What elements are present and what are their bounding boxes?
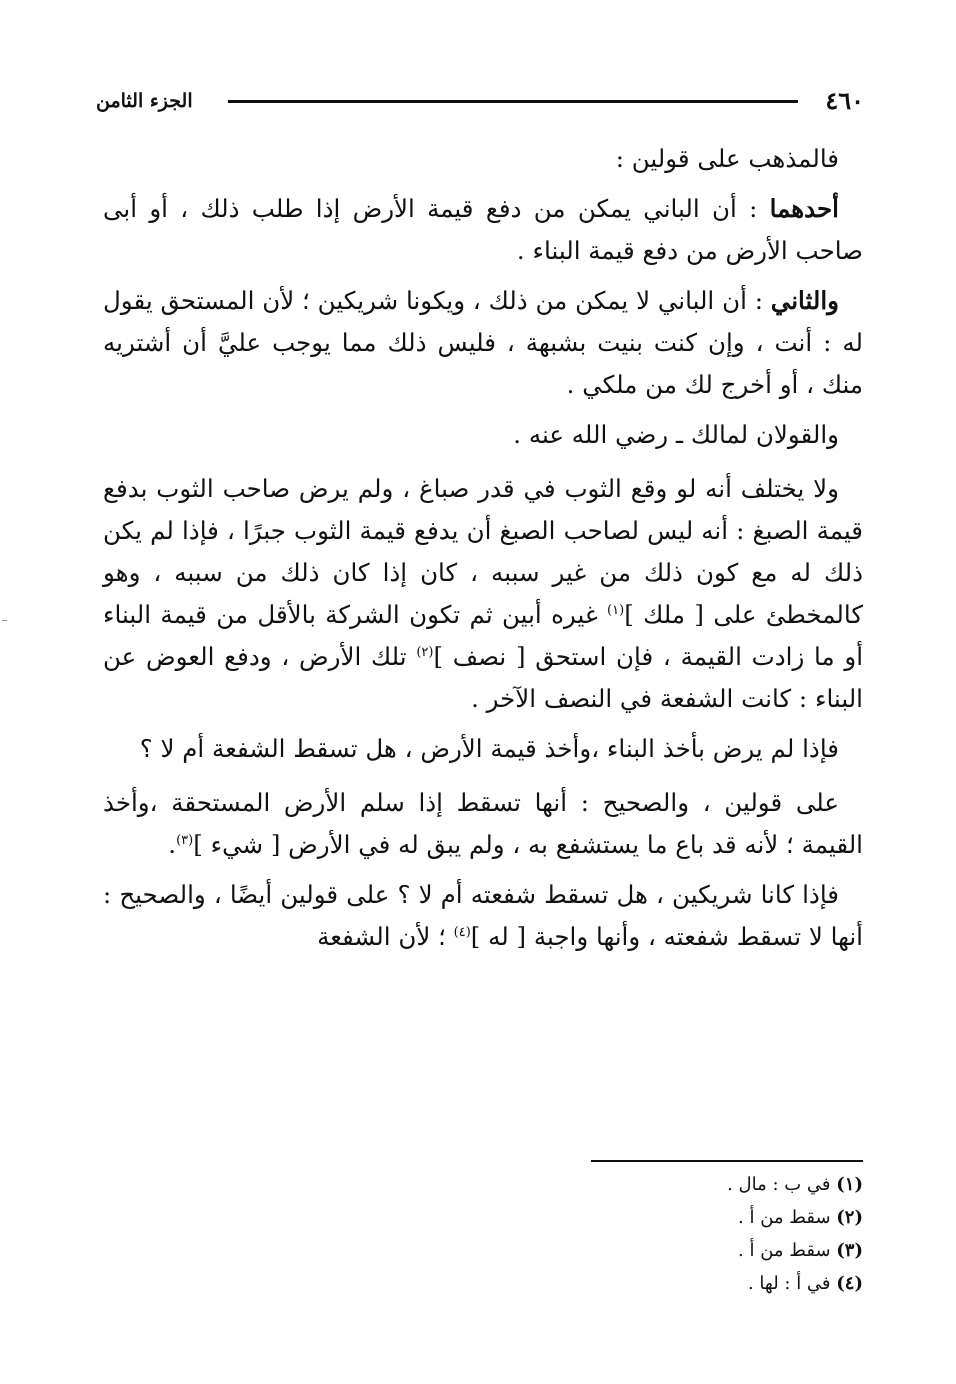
header-rule <box>228 100 798 103</box>
footnote-ref[interactable]: (١) <box>607 602 625 618</box>
paragraph <box>103 874 863 958</box>
paragraph-text: على قولين ، والصحيح : أنها تسقط إذا سلم الأرض المستحقة ،وأخذ القيمة ؛ لأنه قد باع ما يستشفع به ، ولم يبق له في الأرض [ شيء ] <box>103 788 863 859</box>
paragraph-text: غيره أبين ثم تكون الشركة بالأقل من قيمة البناء أو ما زادت القيمة ، فإن استحق [ نصف ] <box>103 600 864 671</box>
footnote <box>363 1168 863 1201</box>
footnote-number: (٤) <box>836 1273 863 1294</box>
page-number: ٤٦٠ <box>825 86 864 115</box>
footnote-text: في ب : مال . <box>727 1174 837 1195</box>
paragraph-lead-word: أحدهما <box>769 194 839 223</box>
paragraph-text: ولا يختلف أنه لو وقع الثوب في قدر صباغ ، ولم يرض صاحب الثوب بدفع قيمة الصبغ : أنه ليس لصاحب الصبغ أن يدفع قيمة الثوب جبرًا ، فإذا لم يكن ذلك له مع كون ذلك من غير سببه ، كان إذا كان ذلك من سببه ، وهو كالمخطئ على [ ملك ] <box>103 474 863 629</box>
running-title: الجزء الثامن <box>96 90 193 112</box>
footnote-ref[interactable]: (٢) <box>416 644 434 660</box>
paragraph-lead-word: والثاني <box>770 286 839 315</box>
main-text <box>103 138 863 966</box>
footnotes <box>363 1168 863 1300</box>
paragraph <box>103 782 863 866</box>
paragraph-text: والقولان لمالك ـ رضي الله عنه . <box>513 420 839 449</box>
paragraph-text: فإذا كانا شريكين ، هل تسقط شفعته أم لا ؟ على قولين أيضًا ، والصحيح : أنها لا تسقط شفعته ، وأنها واجبة [ له ] <box>103 880 863 951</box>
paragraph-text: تلك الأرض ، ودفع العوض عن البناء : كانت الشفعة في النصف الآخر . <box>103 642 863 713</box>
running-header <box>96 86 864 116</box>
footnote <box>363 1201 863 1234</box>
footnote <box>363 1234 863 1267</box>
paragraph <box>103 414 863 456</box>
paragraph <box>103 468 863 720</box>
footnote-ref[interactable]: (٤) <box>453 924 471 940</box>
footnote-text: في أ : لها . <box>747 1273 837 1294</box>
paragraph-text: فإذا لم يرض بأخذ البناء ،وأخذ قيمة الأرض ، هل تسقط الشفعة أم لا ؟ <box>139 734 839 763</box>
footnote-number: (٢) <box>836 1207 863 1228</box>
paragraph-text: : أن الباني لا يمكن من ذلك ، ويكونا شريكين ؛ لأن المستحق يقول له : أنت ، وإن كنت بنيت بشبهة ، فليس ذلك مما يوجب عليَّ أن أشتريه منك ، أو أخرج لك من ملكي . <box>103 286 863 399</box>
paragraph-text: : أن الباني يمكن من دفع قيمة الأرض إذا طلب ذلك ، أو أبى صاحب الأرض من دفع قيمة البناء . <box>103 194 863 265</box>
footnote-rule <box>591 1160 863 1162</box>
paragraph-text: ؛ لأن الشفعة <box>317 922 454 951</box>
footnote <box>363 1267 863 1300</box>
paragraph-text: . <box>168 830 177 859</box>
footnote-number: (١) <box>836 1174 863 1195</box>
paragraph-text: فالمذهب على قولين : <box>615 144 839 173</box>
paragraph <box>103 188 863 272</box>
footnote-text: سقط من أ . <box>738 1207 837 1228</box>
paragraph <box>103 728 863 770</box>
scan-margin-mark <box>2 620 7 621</box>
footnote-text: سقط من أ . <box>738 1240 837 1261</box>
footnote-ref[interactable]: (٣) <box>176 832 194 848</box>
footnote-number: (٣) <box>836 1240 863 1261</box>
paragraph <box>103 280 863 406</box>
paragraph <box>103 138 863 180</box>
